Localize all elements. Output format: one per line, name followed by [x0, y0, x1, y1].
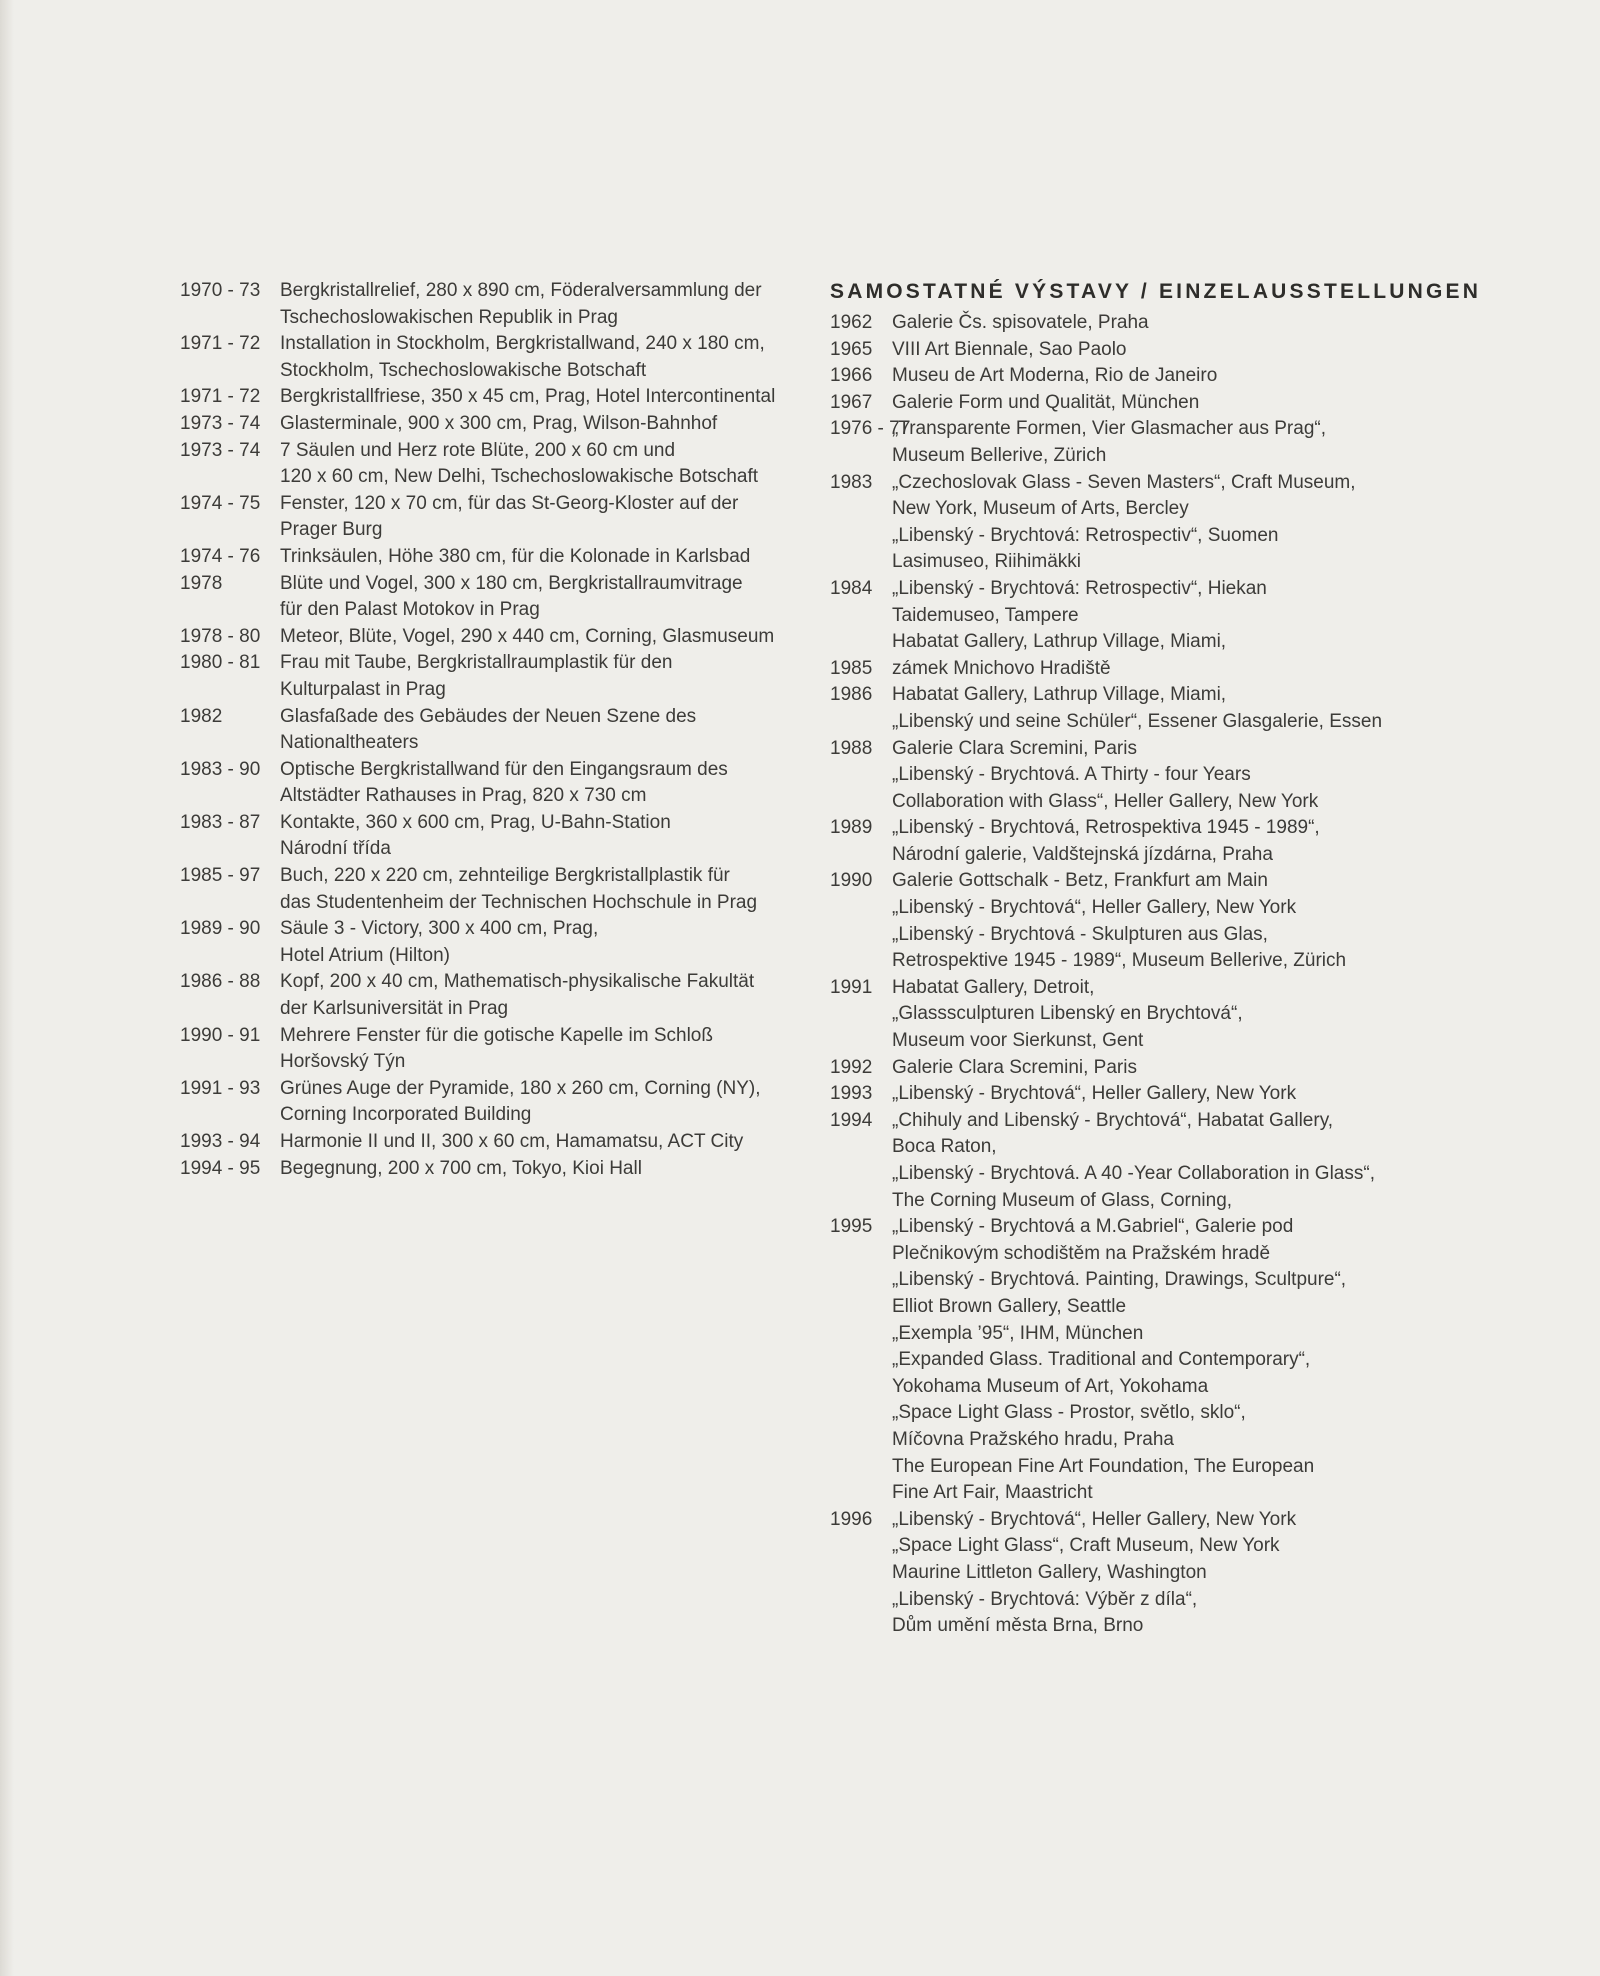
entry-line: Retrospektive 1945 - 1989“, Museum Bellerive, Zürich: [892, 950, 1347, 972]
entry-line: „Libenský - Brychtová: Retrospectiv“, Suomen: [892, 524, 1279, 546]
list-item: [830, 337, 1470, 364]
list-item: [180, 704, 810, 757]
entry-text: [892, 576, 1470, 656]
entry-line: Yokohama Museum of Art, Yokohama: [892, 1375, 1209, 1397]
entry-line: „Libenský - Brychtová“, Heller Gallery, New York: [892, 897, 1297, 919]
entry-line: Boca Raton,: [892, 1136, 997, 1158]
entry-year: 1995: [830, 1216, 873, 1238]
list-item: [830, 975, 1470, 1055]
entry-line: Frau mit Taube, Bergkristallraumplastik für den: [280, 652, 673, 674]
list-item: [180, 624, 810, 651]
list-item: [180, 491, 810, 544]
entry-line: Míčovna Pražského hradu, Praha: [892, 1428, 1174, 1450]
entry-line: „Libenský - Brychtová. A Thirty - four Years: [892, 764, 1251, 786]
entry-line: „Libenský - Brychtová: Výběr z díla“,: [892, 1588, 1198, 1610]
entry-year: 1989 - 90: [180, 918, 261, 940]
entry-line: Optische Bergkristallwand für den Eingangsraum des: [280, 758, 728, 780]
entry-text: [280, 571, 810, 624]
list-item: [180, 810, 810, 863]
list-item: [180, 544, 810, 571]
entry-text: [892, 656, 1470, 683]
entry-text: [892, 1214, 1470, 1507]
entry-year: 1970 - 73: [180, 280, 261, 301]
entry-text: [280, 916, 810, 969]
page-edge-shadow: [0, 0, 14, 1976]
entry-text: [280, 969, 810, 1022]
entry-line: Trinksäulen, Höhe 380 cm, für die Kolonade in Karlsbad: [280, 545, 751, 567]
entry-line: Collaboration with Glass“, Heller Gallery, New York: [892, 790, 1319, 812]
entry-line: das Studentenheim der Technischen Hochschule in Prag: [280, 891, 758, 913]
list-item: [180, 278, 810, 331]
entry-line: Národní galerie, Valdštejnská jízdárna, Praha: [892, 843, 1273, 865]
entry-text: [280, 491, 810, 544]
entry-text: [280, 384, 810, 411]
entry-text: [892, 682, 1470, 735]
entry-year: 1990: [830, 870, 873, 892]
entry-text: [280, 1156, 810, 1183]
entry-text: [280, 331, 810, 384]
entry-line: Museum voor Sierkunst, Gent: [892, 1030, 1144, 1052]
entry-year: 1965: [830, 338, 873, 360]
entry-line: „Transparente Formen, Vier Glasmacher aus Prag“,: [892, 418, 1327, 440]
entry-line: The European Fine Art Foundation, The European: [892, 1455, 1315, 1477]
entry-year: 1983: [830, 471, 873, 493]
entry-text: [892, 310, 1470, 337]
entry-line: „Libenský - Brychtová. A 40 -Year Collaboration in Glass“,: [892, 1163, 1375, 1184]
entry-line: VIII Art Biennale, Sao Paolo: [892, 338, 1127, 360]
entry-line: Mehrere Fenster für die gotische Kapelle im Schloß: [280, 1024, 713, 1046]
entry-line: Stockholm, Tschechoslowakische Botschaft: [280, 359, 647, 381]
entry-line: Galerie Clara Scremini, Paris: [892, 1056, 1137, 1078]
entry-year: 1971 - 72: [180, 386, 261, 408]
solo-exhibitions-list: [830, 310, 1470, 1640]
section-heading: SAMOSTATNÉ VÝSTAVY / EINZELAUSSTELLUNGEN: [830, 280, 1482, 303]
entry-line: New York, Museum of Arts, Bercley: [892, 498, 1189, 520]
entry-line: Maurine Littleton Gallery, Washington: [892, 1561, 1207, 1583]
entry-year: 1980 - 81: [180, 652, 261, 674]
entry-year: 1992: [830, 1056, 873, 1078]
entry-line: Installation in Stockholm, Bergkristallwand, 240 x 180 cm,: [280, 333, 765, 355]
entry-line: Hotel Atrium (Hilton): [280, 944, 450, 966]
list-item: [830, 416, 1470, 469]
entry-year: 1985: [830, 657, 873, 679]
entry-line: Harmonie II und II, 300 x 60 cm, Hamamatsu, ACT City: [280, 1131, 744, 1152]
list-item: [830, 576, 1470, 656]
entry-text: [892, 736, 1470, 816]
entry-year: 1983 - 87: [180, 811, 261, 833]
entry-line: Dům umění města Brna, Brno: [892, 1615, 1144, 1637]
entry-line: Grünes Auge der Pyramide, 180 x 260 cm, Corning (NY),: [280, 1077, 761, 1099]
entry-text: [280, 1076, 810, 1129]
entry-line: Kulturpalast in Prag: [280, 678, 446, 700]
entry-year: 1989: [830, 817, 873, 839]
entry-line: „Libenský - Brychtová, Retrospektiva 1945 - 1989“,: [892, 817, 1320, 839]
entry-line: Národní třída: [280, 838, 391, 860]
list-item: [830, 868, 1470, 974]
entry-line: Galerie Gottschalk - Betz, Frankfurt am Main: [892, 870, 1268, 892]
entry-line: der Karlsuniversität in Prag: [280, 998, 509, 1020]
list-item: [180, 969, 810, 1022]
entry-line: „Space Light Glass“, Craft Museum, New York: [892, 1535, 1280, 1557]
entry-line: „Exempla ’95“, IHM, München: [892, 1322, 1144, 1344]
entry-line: „Libenský - Brychtová“, Heller Gallery, New York: [892, 1083, 1297, 1105]
list-item: [180, 384, 810, 411]
list-item: [830, 1055, 1470, 1082]
entry-text: [892, 470, 1470, 576]
list-item: [830, 656, 1470, 683]
entry-text: [280, 544, 810, 571]
entry-line: Elliot Brown Gallery, Seattle: [892, 1295, 1127, 1317]
entry-text: [280, 438, 810, 491]
entry-line: Lasimuseo, Riihimäkki: [892, 551, 1082, 573]
list-item: [830, 682, 1470, 735]
entry-text: [892, 1081, 1470, 1108]
entry-year: 1994 - 95: [180, 1157, 261, 1179]
entry-year: 1976 - 77: [830, 418, 911, 440]
entry-line: „Chihuly and Libenský - Brychtová“, Habatat Gallery,: [892, 1109, 1334, 1131]
entry-line: The Corning Museum of Glass, Corning,: [892, 1189, 1233, 1211]
entry-line: „Space Light Glass - Prostor, světlo, sklo“,: [892, 1402, 1246, 1424]
entry-text: [280, 757, 810, 810]
entry-line: Begegnung, 200 x 700 cm, Tokyo, Kioi Hall: [280, 1157, 642, 1179]
entry-line: „Libenský - Brychtová: Retrospectiv“, Hiekan: [892, 577, 1267, 599]
list-item: [830, 815, 1470, 868]
list-item: [180, 1076, 810, 1129]
entry-year: 1967: [830, 391, 873, 413]
entry-line: Galerie Form und Qualität, München: [892, 391, 1200, 413]
entry-year: 1973 - 74: [180, 439, 261, 461]
entry-text: [892, 416, 1470, 469]
entry-line: Säule 3 - Victory, 300 x 400 cm, Prag,: [280, 918, 599, 940]
list-item: [830, 736, 1470, 816]
entry-year: 1990 - 91: [180, 1024, 261, 1046]
entry-text: [892, 815, 1470, 868]
entry-line: Meteor, Blüte, Vogel, 290 x 440 cm, Corning, Glasmuseum: [280, 625, 775, 647]
commissions-column: [180, 278, 810, 1182]
entry-text: [280, 278, 810, 331]
entry-year: 1991: [830, 976, 873, 998]
entry-year: 1966: [830, 365, 873, 387]
entry-text: [280, 624, 810, 651]
entry-line: Plečnikovým schodištěm na Pražském hradě: [892, 1242, 1271, 1264]
entry-line: Bergkristallfriese, 350 x 45 cm, Prag, Hotel Intercontinental: [280, 386, 776, 408]
list-item: [180, 757, 810, 810]
entry-text: [892, 337, 1470, 364]
list-item: [180, 1129, 810, 1156]
entry-text: [280, 1129, 810, 1156]
entry-year: 1983 - 90: [180, 758, 261, 780]
list-item: [830, 390, 1470, 417]
list-item: [180, 1156, 810, 1183]
entry-line: „Libenský - Brychtová“, Heller Gallery, New York: [892, 1508, 1297, 1530]
entry-year: 1993 - 94: [180, 1131, 261, 1152]
entry-line: Nationaltheaters: [280, 732, 419, 754]
list-item: [180, 1023, 810, 1076]
solo-exhibitions-column: [830, 278, 1482, 1640]
entry-year: 1994: [830, 1109, 873, 1131]
entry-line: „Czechoslovak Glass - Seven Masters“, Craft Museum,: [892, 471, 1356, 493]
entry-line: Galerie Clara Scremini, Paris: [892, 737, 1137, 759]
entry-year: 1996: [830, 1508, 873, 1530]
entry-year: 1978: [180, 572, 223, 594]
entry-line: Altstädter Rathauses in Prag, 820 x 730 cm: [280, 785, 647, 807]
entry-line: Habatat Gallery, Lathrup Village, Miami,: [892, 684, 1227, 706]
list-item: [830, 310, 1470, 337]
entry-line: Horšovský Týn: [280, 1051, 406, 1073]
entry-text: [892, 363, 1470, 390]
list-item: [180, 331, 810, 384]
entry-line: Taidemuseo, Tampere: [892, 604, 1079, 626]
entry-text: [892, 868, 1470, 974]
entry-year: 1993: [830, 1083, 873, 1105]
entry-text: [280, 650, 810, 703]
entry-text: [892, 390, 1470, 417]
entry-year: 1974 - 75: [180, 492, 261, 514]
entry-line: 7 Säulen und Herz rote Blüte, 200 x 60 cm und: [280, 439, 676, 461]
entry-text: [280, 863, 810, 916]
entry-text: [280, 411, 810, 438]
entry-line: „Libenský - Brychtová. Painting, Drawings, Scultpure“,: [892, 1269, 1347, 1291]
entry-year: 1984: [830, 577, 873, 599]
entry-line: „Expanded Glass. Traditional and Contemporary“,: [892, 1349, 1311, 1371]
entry-text: [280, 1023, 810, 1076]
list-item: [830, 1214, 1470, 1507]
list-item: [830, 363, 1470, 390]
entry-line: „Libenský und seine Schüler“, Essener Glasgalerie, Essen: [892, 710, 1383, 732]
entry-year: 1962: [830, 312, 873, 333]
entry-year: 1991 - 93: [180, 1077, 261, 1099]
entry-year: 1985 - 97: [180, 865, 261, 887]
entry-line: Prager Burg: [280, 519, 383, 541]
entry-line: Habatat Gallery, Detroit,: [892, 976, 1095, 998]
entry-text: [892, 1507, 1470, 1640]
list-item: [180, 863, 810, 916]
entry-line: Glasfaßade des Gebäudes der Neuen Szene des: [280, 705, 697, 727]
list-item: [180, 438, 810, 491]
entry-text: [892, 975, 1470, 1055]
entry-text: [892, 1108, 1470, 1214]
entry-line: „Libenský - Brychtová - Skulpturen aus Glas,: [892, 923, 1268, 945]
entry-line: „Libenský - Brychtová a M.Gabriel“, Galerie pod: [892, 1216, 1294, 1238]
entry-line: 120 x 60 cm, New Delhi, Tschechoslowakische Botschaft: [280, 466, 759, 488]
entry-year: 1988: [830, 737, 873, 759]
entry-year: 1982: [180, 705, 223, 727]
entry-text: [280, 810, 810, 863]
entry-year: 1971 - 72: [180, 333, 261, 355]
entry-line: Corning Incorporated Building: [280, 1104, 532, 1126]
list-item: [830, 1108, 1470, 1214]
list-item: [180, 650, 810, 703]
entry-line: Tschechoslowakischen Republik in Prag: [280, 306, 618, 328]
entry-line: für den Palast Motokov in Prag: [280, 599, 540, 621]
entry-line: Habatat Gallery, Lathrup Village, Miami,: [892, 631, 1227, 653]
entry-line: Museu de Art Moderna, Rio de Janeiro: [892, 365, 1218, 387]
entry-line: Kontakte, 360 x 600 cm, Prag, U-Bahn-Station: [280, 811, 671, 833]
entry-line: Glasterminale, 900 x 300 cm, Prag, Wilson-Bahnhof: [280, 412, 718, 434]
list-item: [180, 571, 810, 624]
entry-line: Buch, 220 x 220 cm, zehnteilige Bergkristallplastik für: [280, 865, 730, 887]
entry-line: Bergkristallrelief, 280 x 890 cm, Föderalversammlung der: [280, 280, 762, 301]
entry-text: [280, 704, 810, 757]
list-item: [180, 916, 810, 969]
entry-line: „Glasssculpturen Libenský en Brychtová“,: [892, 1003, 1243, 1025]
entry-line: Fine Art Fair, Maastricht: [892, 1482, 1093, 1504]
entry-line: Blüte und Vogel, 300 x 180 cm, Bergkristallraumvitrage: [280, 572, 743, 594]
entry-line: zámek Mnichovo Hradiště: [892, 657, 1111, 679]
entry-line: Kopf, 200 x 40 cm, Mathematisch-physikalische Fakultät: [280, 971, 755, 993]
list-item: [830, 470, 1470, 576]
entry-text: [892, 1055, 1470, 1082]
entry-year: 1978 - 80: [180, 625, 261, 647]
entry-year: 1974 - 76: [180, 545, 261, 567]
entry-line: Museum Bellerive, Zürich: [892, 444, 1107, 466]
entry-year: 1986 - 88: [180, 971, 261, 993]
entry-line: Fenster, 120 x 70 cm, für das St-Georg-Kloster auf der: [280, 492, 739, 514]
list-item: [180, 411, 810, 438]
entry-year: 1973 - 74: [180, 412, 261, 434]
list-item: [830, 1507, 1470, 1640]
entry-line: Galerie Čs. spisovatele, Praha: [892, 312, 1149, 333]
entry-year: 1986: [830, 684, 873, 706]
list-item: [830, 1081, 1470, 1108]
